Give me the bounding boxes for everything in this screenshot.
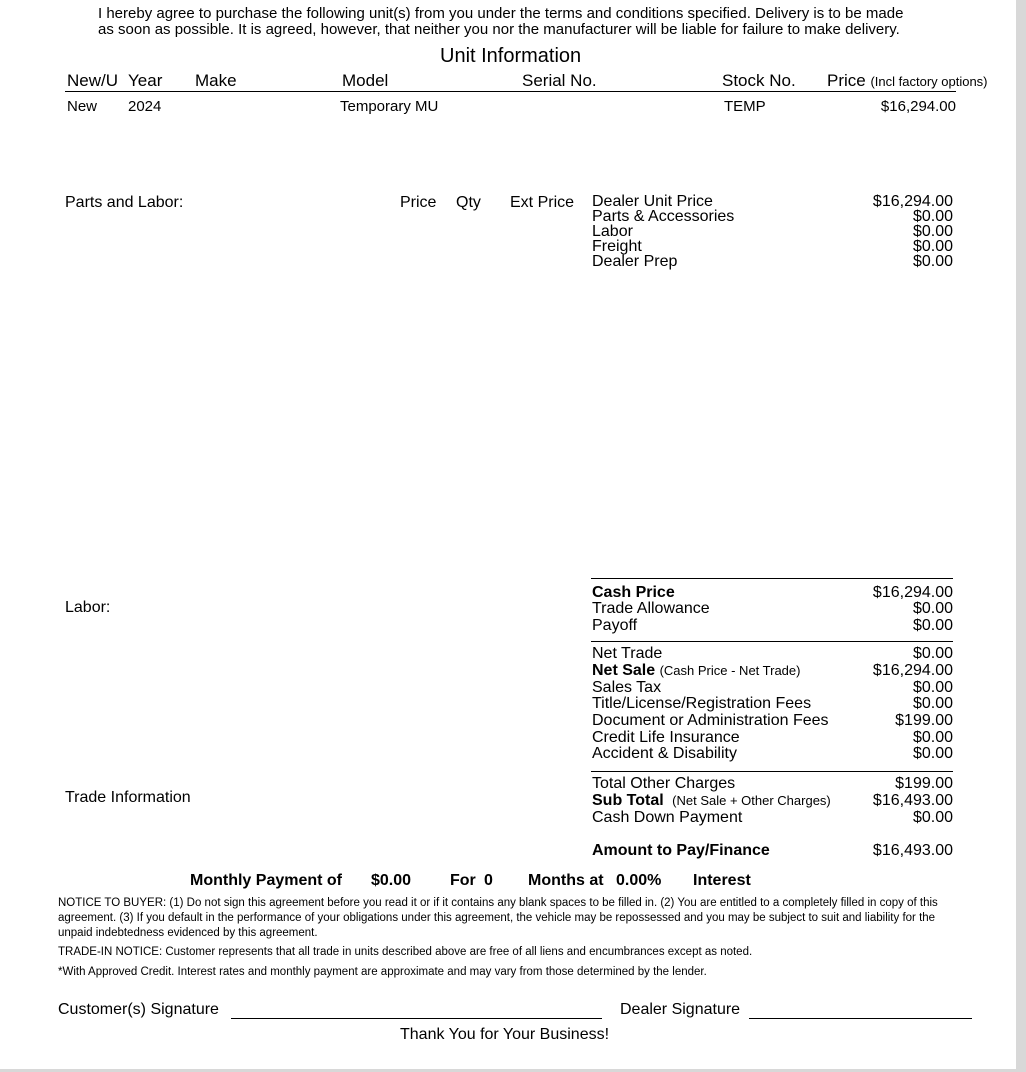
summary-label: Dealer Unit Price <box>592 193 713 210</box>
summary-value: $0.00 <box>912 238 953 255</box>
unit-new-used: New <box>67 98 98 115</box>
header-year: Year <box>128 71 163 90</box>
header-price <box>827 71 988 91</box>
totals-label: Net Sale <box>592 662 656 679</box>
totals-value: $16,294.00 <box>872 584 953 601</box>
totals-label: Sales Tax <box>592 679 662 696</box>
summary-value: $0.00 <box>912 253 953 270</box>
totals-value: $199.00 <box>895 775 953 792</box>
totals-note: (Cash Price - Net Trade) <box>659 663 801 678</box>
totals-value: $0.00 <box>912 809 953 826</box>
totals-net-sale <box>592 662 953 679</box>
totals-credit-life <box>592 729 953 746</box>
monthly-months-count: 0 <box>484 872 493 889</box>
header-stock: Stock No. <box>722 71 796 90</box>
unit-model: Temporary MU <box>340 98 439 115</box>
totals-label-group <box>592 662 800 679</box>
monthly-interest-label: Interest <box>693 872 751 889</box>
totals-label: Payoff <box>592 617 638 634</box>
scrollbar-track[interactable] <box>1016 0 1026 1072</box>
totals-value: $16,493.00 <box>872 792 953 809</box>
totals-value: $0.00 <box>912 645 953 662</box>
parts-col-ext-price: Ext Price <box>510 194 575 211</box>
totals-value: $0.00 <box>912 729 953 746</box>
header-new-used: New/U <box>67 71 119 90</box>
totals-value: $0.00 <box>912 679 953 696</box>
unit-year: 2024 <box>128 98 162 115</box>
monthly-amount: $0.00 <box>371 872 412 889</box>
summary-label: Dealer Prep <box>592 253 678 270</box>
totals-value: $16,493.00 <box>872 842 953 859</box>
totals-label: Trade Allowance <box>592 600 710 617</box>
totals-label: Cash Down Payment <box>592 809 743 826</box>
summary-value: $16,294.00 <box>872 193 953 210</box>
monthly-for-label: For <box>450 872 476 889</box>
dealer-signature-line[interactable] <box>749 1018 972 1019</box>
summary-value: $0.00 <box>912 223 953 240</box>
intro-line-1: I hereby agree to purchase the following unit(s) from you under the terms and conditions specified. Delivery is to be made <box>98 5 904 22</box>
summary-labor <box>592 224 953 239</box>
summary-dealer-unit-price <box>592 194 953 209</box>
totals-label: Document or Administration Fees <box>592 712 829 729</box>
totals-value: $0.00 <box>912 695 953 712</box>
customer-signature-line[interactable] <box>231 1018 602 1019</box>
totals-value: $0.00 <box>912 600 953 617</box>
trade-in-notice: TRADE-IN NOTICE: Customer represents that all trade in units described above are free of all liens and encumbrances except as noted. <box>58 946 753 958</box>
thank-you-text: Thank You for Your Business! <box>400 1026 610 1043</box>
summary-label: Parts & Accessories <box>592 208 735 225</box>
totals-top-rule <box>591 578 953 579</box>
totals-value: $199.00 <box>895 712 953 729</box>
totals-label: Title/License/Registration Fees <box>592 695 812 712</box>
summary-freight <box>592 239 953 254</box>
unit-header-rule <box>65 91 956 92</box>
customer-signature-label: Customer(s) Signature <box>58 1001 219 1018</box>
labor-label: Labor: <box>65 599 111 616</box>
credit-notice: *With Approved Credit. Interest rates and monthly payment are approximate and may vary from those determined by the lender. <box>58 966 707 978</box>
totals-net-trade <box>592 645 953 662</box>
header-price-note: (Incl factory options) <box>870 74 988 89</box>
totals-value: $0.00 <box>912 617 953 634</box>
monthly-months-label: Months at <box>528 872 604 889</box>
totals-total-other <box>592 775 953 792</box>
header-price-label: Price <box>827 71 866 90</box>
header-serial: Serial No. <box>522 71 597 90</box>
totals-value: $0.00 <box>912 745 953 762</box>
totals-label-group <box>592 792 831 809</box>
totals-label: Accident & Disability <box>592 745 737 762</box>
totals-label: Total Other Charges <box>592 775 736 792</box>
unit-info-title: Unit Information <box>440 45 582 67</box>
intro-line-2: as soon as possible. It is agreed, however, that neither you nor the manufacturer will be liable for failure to make delivery. <box>98 21 900 38</box>
totals-sub-total <box>592 792 953 809</box>
header-model: Model <box>342 71 389 90</box>
parts-col-price: Price <box>400 194 437 211</box>
totals-note: (Net Sale + Other Charges) <box>672 793 831 808</box>
unit-stock: TEMP <box>724 98 766 115</box>
trade-info-label: Trade Information <box>65 789 191 806</box>
totals-cash-down <box>592 809 953 826</box>
unit-price: $16,294.00 <box>880 98 956 115</box>
dealer-signature-label: Dealer Signature <box>620 1001 741 1018</box>
totals-sales-tax <box>592 679 953 696</box>
totals-rule-3 <box>591 771 953 772</box>
totals-payoff <box>592 617 953 634</box>
notice-to-buyer: NOTICE TO BUYER: (1) Do not sign this agreement before you read it or if it contains any blank spaces to be filled in. (2) You are entitled to a completely filled in copy of this agreement. (3) If you default in the performance of your obligations under this agreement, the vehicle may be repossessed and you may be subject to suit and liability for the unpaid indebtedness evidenced by this agreement. <box>58 897 938 939</box>
monthly-label: Monthly Payment of <box>190 872 343 889</box>
summary-value: $0.00 <box>912 208 953 225</box>
header-make: Make <box>195 71 237 90</box>
parts-col-qty: Qty <box>456 194 481 211</box>
totals-label: Sub Total <box>592 792 664 809</box>
summary-parts-accessories <box>592 209 953 224</box>
totals-trade-allowance <box>592 600 953 617</box>
totals-accident <box>592 745 953 762</box>
parts-labor-label: Parts and Labor: <box>65 194 184 211</box>
totals-title-fees <box>592 695 953 712</box>
totals-cash-price <box>592 584 953 601</box>
summary-label: Labor <box>592 223 633 240</box>
totals-value: $16,294.00 <box>872 662 953 679</box>
totals-label: Amount to Pay/Finance <box>592 842 770 859</box>
totals-amount-finance <box>592 842 953 859</box>
totals-label: Net Trade <box>592 645 663 662</box>
totals-doc-fees <box>592 712 953 729</box>
totals-label: Credit Life Insurance <box>592 729 740 746</box>
totals-label: Cash Price <box>592 584 675 601</box>
summary-dealer-prep <box>592 254 953 269</box>
monthly-rate: 0.00% <box>616 872 662 889</box>
summary-label: Freight <box>592 238 642 255</box>
totals-rule-2 <box>591 641 953 642</box>
